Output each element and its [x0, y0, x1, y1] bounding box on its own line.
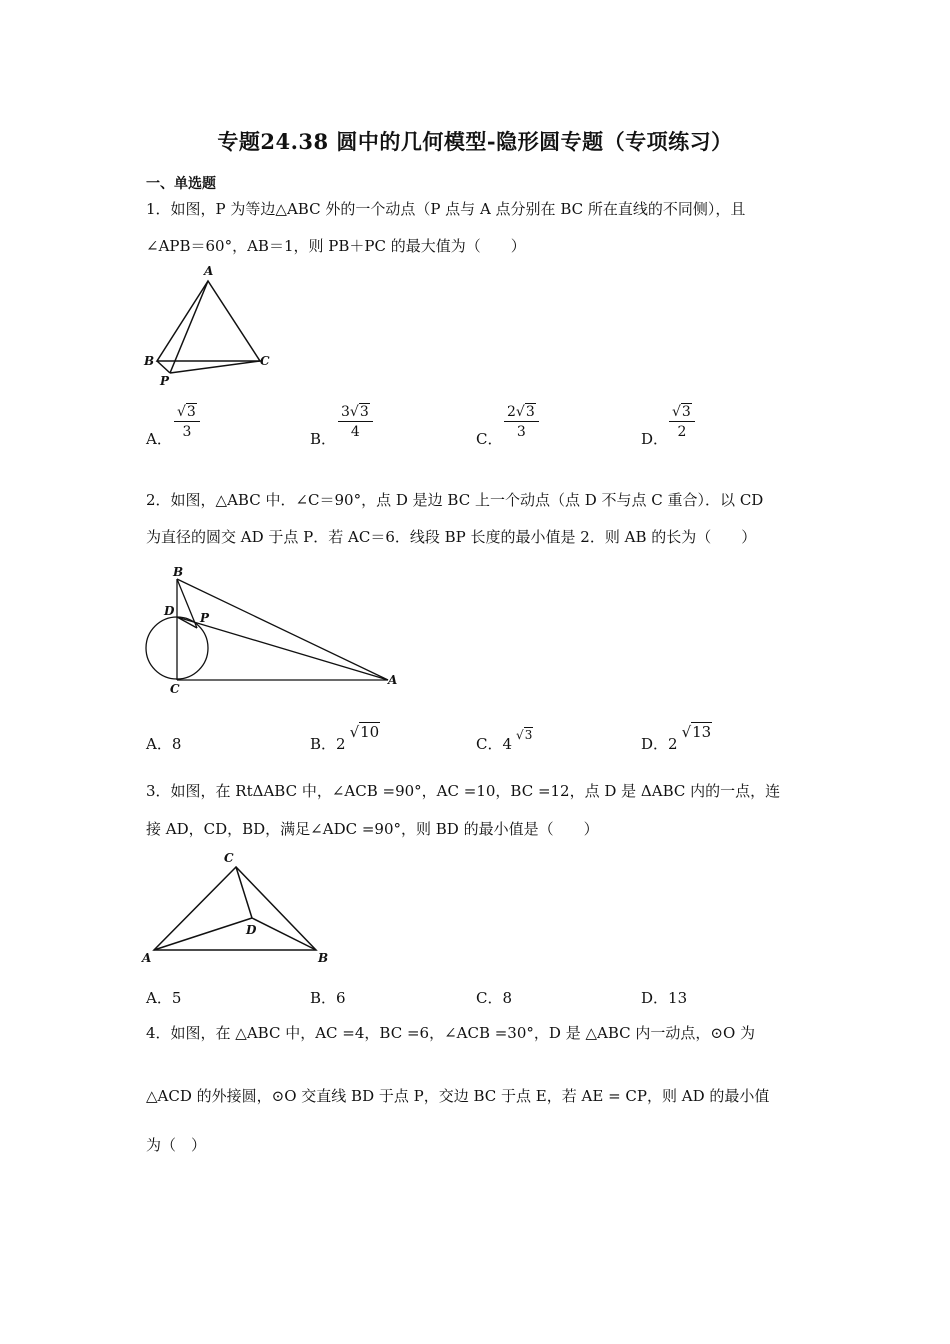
q2-segment-ad: [177, 617, 388, 680]
q1-text-line2: ∠APB＝60°，AB＝1，则 PB＋PC 的最大值为（ ）: [146, 237, 526, 255]
q2-option-d: D．2√13: [641, 723, 712, 753]
q3-segment-ad: [154, 918, 252, 950]
q2-option-c: C．4 $^{√3}$: [476, 728, 533, 753]
q1-option-a-letter: A．: [146, 430, 172, 448]
q2-text-line2: 为直径的圆交 AD 于点 P．若 AC＝6．线段 BP 长度的最小值是 2．则 AB 的长为（ ）: [146, 528, 757, 546]
q3-option-a: A．5: [146, 989, 182, 1007]
q1-option-b-letter: B．: [310, 430, 337, 448]
q1-triangle-abc: [157, 281, 260, 361]
q2-label-c: C: [170, 682, 180, 696]
q2-label-b: B: [173, 565, 184, 579]
q3-option-c: C．8: [476, 989, 513, 1007]
q1-label-a: A: [204, 265, 214, 278]
q3-option-d: D．13: [641, 989, 688, 1007]
q3-segment-bd: [252, 918, 316, 950]
q3-label-d: D: [246, 923, 257, 937]
q1-label-b: B: [144, 354, 155, 368]
q2-segment-ab: [177, 579, 388, 680]
q2-figure: [140, 562, 410, 702]
q4-text-line2: △ACD 的外接圆，⊙O 交直线 BD 于点 P，交边 BC 于点 E，若 AE = CP，则 AD 的最小值: [146, 1087, 770, 1105]
q1-segment-ap: [170, 281, 208, 373]
q1-label-c: C: [260, 354, 270, 368]
q2-option-b: B．2√10: [310, 723, 380, 753]
page-title: 专题24.38 圆中的几何模型-隐形圆专题（专项练习）: [217, 129, 733, 154]
q1-option-d-letter: D．: [641, 430, 669, 448]
q4-text-line3: 为（ ）: [146, 1136, 207, 1154]
q2-label-d: D: [164, 604, 175, 618]
q1-segment-pc: [170, 361, 260, 373]
q3-text-line2: 接 AD，CD，BD，满足∠ADC =90°，则 BD 的最小值是（ ）: [146, 820, 599, 838]
q1-option-c-letter: C．: [476, 430, 503, 448]
q1-text-line1: 1．如图，P 为等边△ABC 外的一个动点（P 点与 A 点分别在 BC 所在直线的不同侧），且: [146, 200, 746, 218]
q3-label-a: A: [142, 951, 152, 965]
q1-segment-bp: [157, 361, 170, 373]
q1-option-d-value: $\frac{√3}{2}$: [669, 404, 695, 440]
q1-option-b-value: $\frac{3√3}{4}$: [338, 404, 373, 440]
q3-text-line1: 3．如图，在 RtΔABC 中，∠ACB =90°，AC =10，BC =12，点 D 是 ΔABC 内的一点，连: [146, 782, 781, 800]
q2-text-line1: 2．如图，△ABC 中．∠C＝90°，点 D 是边 BC 上一个动点（点 D 不与点 C 重合）．以 CD: [146, 491, 764, 509]
q3-option-b: B．6: [310, 989, 346, 1007]
q1-option-a-value: $\frac{√3}{3}$: [174, 404, 200, 440]
q1-figure: [140, 265, 280, 390]
q3-figure: [140, 848, 340, 970]
q1-label-p: P: [160, 374, 170, 388]
q3-label-b: B: [318, 951, 329, 965]
q4-text-line1: 4．如图，在 △ABC 中，AC =4，BC =6，∠ACB =30°，D 是 △ABC 内一动点，⊙O 为: [146, 1024, 756, 1042]
q3-label-c: C: [224, 851, 234, 865]
q2-label-a: A: [388, 673, 398, 687]
q2-label-p: P: [200, 611, 210, 625]
q1-option-c-value: $\frac{2√3}{3}$: [504, 404, 539, 440]
section-heading: 一、单选题: [146, 176, 216, 192]
q2-option-a: A．8: [146, 735, 182, 753]
